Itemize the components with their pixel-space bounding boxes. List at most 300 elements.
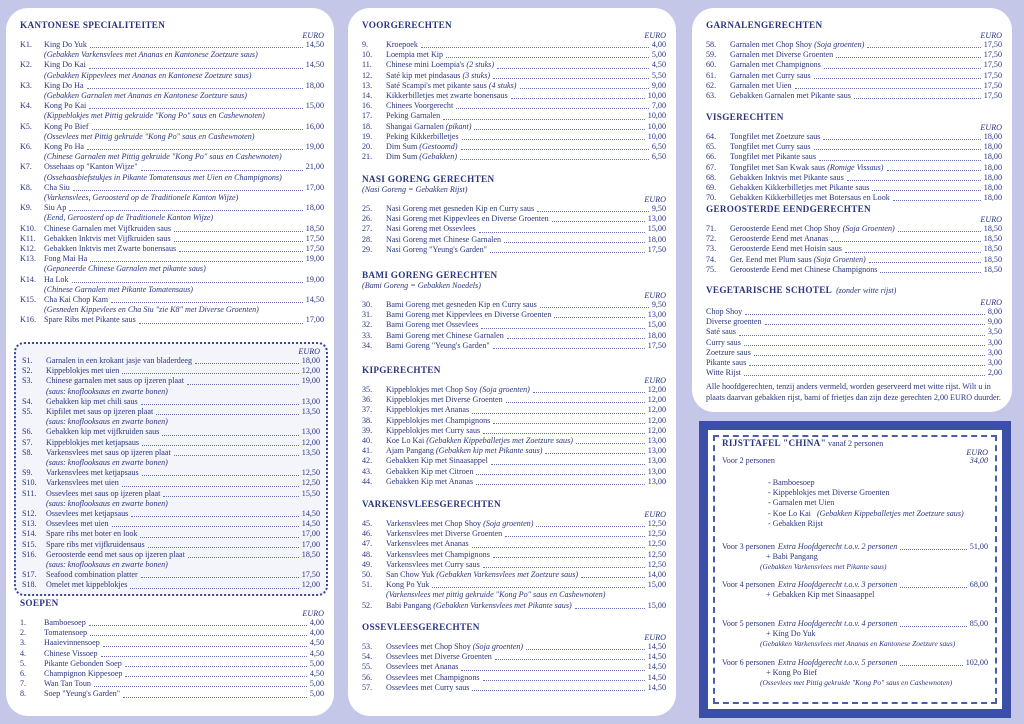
- item-name-text: Gebakken Kip met Sinaasappel: [386, 456, 488, 466]
- item-name-text: Kong Po Ha: [44, 142, 85, 152]
- item-name: [44, 275, 69, 285]
- soepen-list: [20, 618, 324, 700]
- item-number: 51.: [362, 580, 373, 590]
- menu-item-row: [22, 529, 320, 539]
- item-name: [386, 132, 459, 142]
- item-name: [386, 652, 492, 662]
- dot-leader: [141, 170, 303, 171]
- dot-leader: [823, 139, 980, 140]
- item-number: 74.: [706, 254, 717, 264]
- item-name-text: Ossevlees met saus op ijzeren plaat: [46, 488, 161, 498]
- item-number: 75.: [706, 264, 717, 274]
- item-name-text: Gebakken Kip met Citroen: [386, 466, 474, 476]
- rijsttafel-base-item: (Gebakken Kippeballetjes met Zoetzure saus): [816, 508, 964, 518]
- rijsttafel-option: [722, 580, 988, 600]
- item-name-text: Wan Tan Toun: [44, 679, 91, 689]
- item-price: 13,00: [647, 466, 666, 476]
- item-number: S11.: [22, 488, 37, 498]
- item-name-text: Saté Scampi's met pikante saus: [386, 80, 487, 90]
- dot-leader: [900, 549, 967, 550]
- menu-item-row: [362, 426, 666, 436]
- section-nasi: [362, 174, 666, 255]
- dot-leader: [92, 129, 303, 130]
- dot-leader: [526, 649, 645, 650]
- item-number: 36.: [362, 395, 373, 405]
- menu-item-row: [20, 628, 324, 638]
- menu-item-row: [362, 132, 666, 142]
- item-number: 48.: [362, 549, 373, 559]
- specials-box: [14, 342, 328, 596]
- euro-label: EURO: [980, 31, 1002, 40]
- item-number: 61.: [706, 70, 717, 80]
- item-price: 10,00: [647, 91, 666, 101]
- menu-panel-left: [6, 8, 334, 716]
- menu-item-row: [706, 348, 1002, 358]
- item-name: [386, 71, 490, 81]
- rijsttafel-base: Voor 2 personen 34,00: [722, 456, 988, 465]
- item-name-text: Ossevlees met Curry saus: [386, 682, 470, 692]
- item-name-text: Ossehaas op "Kanton Wijze": [44, 162, 138, 172]
- item-name-text: Nasi Goreng met Ossevlees: [386, 224, 476, 234]
- item-name: [386, 436, 573, 446]
- dot-leader: [893, 200, 981, 201]
- item-extra: (Gebakken Varkensvlees met Zoetzure saus): [436, 570, 579, 580]
- item-number: S9.: [22, 468, 33, 478]
- item-number: S6.: [22, 427, 33, 437]
- item-name: [386, 601, 572, 611]
- menu-item-row: [22, 580, 320, 590]
- menu-item-row: [362, 467, 666, 477]
- item-name-text: Varkensvlees met Ananas: [386, 539, 469, 549]
- menu-item-row: [706, 368, 1002, 378]
- section-osse: [362, 622, 666, 693]
- item-name-text: Geroosterde Eend met Ananas: [730, 234, 829, 244]
- option-add: + Babi Pangang: [766, 552, 818, 562]
- rijsttafel-title: RIJSTTAFEL "CHINA": [722, 438, 827, 448]
- item-name: [386, 446, 542, 456]
- menu-item-row: [706, 307, 1002, 317]
- item-name: [44, 122, 89, 132]
- item-price: 12,50: [647, 539, 666, 549]
- menu-item-row: [362, 152, 666, 162]
- item-number: K5.: [20, 121, 32, 131]
- section-title: KIPGERECHTEN: [362, 365, 441, 375]
- item-number: 67.: [706, 162, 717, 172]
- item-price: 13,50: [301, 407, 320, 417]
- euro-label: EURO: [980, 123, 1002, 132]
- euro-label: EURO: [644, 510, 666, 519]
- item-price: 14,50: [647, 682, 666, 692]
- osse-list: [362, 642, 666, 693]
- item-name-text: Ossevlees met Diverse Groenten: [386, 652, 492, 662]
- section-title: VISGERECHTEN: [706, 112, 784, 122]
- dot-leader: [900, 626, 967, 627]
- item-name: [44, 183, 70, 193]
- item-price: 3,00: [987, 358, 1002, 368]
- item-name-text: Tomatensoep: [44, 628, 88, 638]
- item-extra: (Soja groenten): [479, 385, 530, 394]
- item-price: 18,50: [983, 234, 1002, 244]
- menu-item-row: [362, 395, 666, 405]
- item-name: [46, 376, 184, 386]
- menu-item-row: [362, 81, 666, 91]
- item-name: [44, 689, 120, 699]
- menu-item-row: [20, 638, 324, 648]
- menu-item-row: [362, 642, 666, 652]
- euro-label: EURO: [644, 195, 666, 204]
- item-name-text: Koe Lo Kai: [386, 436, 425, 446]
- item-price: 14,00: [647, 570, 666, 580]
- item-price: 7,00: [651, 101, 666, 111]
- menu-item-row: [362, 300, 666, 310]
- item-price: 17,50: [647, 340, 666, 350]
- item-extra: (Gebakken): [419, 152, 458, 162]
- menu-item-row: [706, 71, 1002, 81]
- item-number: 39.: [362, 425, 373, 435]
- item-name: [386, 122, 471, 132]
- dot-leader: [845, 252, 981, 253]
- item-price: 14,50: [305, 40, 324, 49]
- item-name: [730, 183, 869, 193]
- item-name: [46, 356, 192, 366]
- dot-leader: [476, 484, 645, 485]
- item-number: 1.: [20, 618, 27, 627]
- menu-panel-middle: [348, 8, 676, 716]
- item-name-text: Varkensvlees met saus op ijzeren plaat: [46, 447, 171, 457]
- item-name: [44, 224, 171, 234]
- menu-item-row: [706, 244, 1002, 254]
- item-price: 12,00: [301, 366, 320, 376]
- dot-leader: [461, 670, 644, 671]
- item-name: [46, 438, 139, 448]
- dot-leader: [511, 98, 645, 99]
- option-label: Voor 3 personen: [722, 542, 775, 551]
- item-name-text: Cha Kai Chop Kam: [44, 295, 109, 305]
- item-number: S8.: [22, 447, 33, 457]
- dot-leader: [490, 252, 645, 253]
- menu-item-row: [362, 214, 666, 224]
- item-name-text: Peking Garnalen: [386, 111, 441, 121]
- item-number: 50.: [362, 570, 373, 580]
- option-add: + King Do Yuk: [766, 629, 816, 639]
- item-price: 5,50: [651, 70, 666, 80]
- item-name-text: Spare ribs met boter en look: [46, 529, 138, 539]
- menu-item-row: [706, 183, 1002, 193]
- voorgerechten-list: [362, 40, 666, 162]
- item-number: 46.: [362, 529, 373, 539]
- item-name: [386, 91, 508, 101]
- menu-item-row: [22, 376, 320, 386]
- item-name: [46, 489, 160, 499]
- item-price: 14,50: [647, 672, 666, 682]
- option-row: [722, 542, 988, 552]
- menu-panel-right: [692, 8, 1012, 412]
- item-price: 14,50: [647, 662, 666, 672]
- item-name-text: Soep "Yeung's Garden": [44, 689, 121, 699]
- option-add: + Kong Po Bief: [766, 668, 818, 678]
- dot-leader: [491, 464, 645, 465]
- item-number: 32.: [362, 320, 373, 330]
- item-name-text: Gebakken Kikkerbilletjes met Botersaus en Look: [730, 193, 890, 203]
- item-price: 18,50: [301, 549, 320, 559]
- item-number: 55.: [362, 662, 373, 672]
- item-name: [730, 91, 851, 101]
- menu-item-row: [22, 356, 320, 366]
- item-name: [386, 111, 440, 121]
- item-name: [46, 540, 145, 550]
- item-name: [44, 679, 91, 689]
- item-name-text: Witte Rijst: [706, 368, 741, 378]
- vis-list: [706, 132, 1002, 203]
- item-name: [730, 244, 842, 254]
- menu-item-row: [362, 560, 666, 570]
- item-name-text: Gebakken Kip met Ananas: [386, 476, 473, 486]
- bami-list: [362, 300, 666, 351]
- menu-item-row: [22, 519, 320, 529]
- item-name-text: Diverse groenten: [706, 317, 762, 327]
- item-number: 25.: [362, 204, 373, 213]
- item-name-text: Gebakken Garnalen met Pikante saus: [730, 91, 851, 101]
- nasi-list: [362, 204, 666, 255]
- item-number: 52.: [362, 600, 373, 610]
- item-price: 15,00: [647, 600, 666, 610]
- item-name-text: Ger. Eend met Plum saus: [730, 254, 812, 264]
- dot-leader: [483, 433, 645, 434]
- menu-item-row: [362, 111, 666, 121]
- dot-leader: [493, 423, 644, 424]
- euro-label: EURO: [644, 633, 666, 642]
- item-number: 72.: [706, 234, 717, 244]
- item-extra: (Gebakken Varkensvlees met Pikante saus): [433, 600, 572, 610]
- item-price: 17,50: [983, 91, 1002, 101]
- item-name: [386, 101, 453, 111]
- item-price: 18,00: [983, 142, 1002, 152]
- item-number: 33.: [362, 330, 373, 340]
- item-name-text: Gebakken Inktvis met Pikante saus: [730, 172, 844, 182]
- dot-leader: [474, 129, 644, 130]
- item-price: 17,00: [301, 539, 320, 549]
- item-price: 18,00: [647, 330, 666, 340]
- item-number: 18.: [362, 121, 373, 131]
- item-number: S10.: [22, 478, 37, 488]
- section-title: GEROOSTERDE EENDGERECHTEN: [706, 204, 871, 214]
- menu-item-row: [362, 142, 666, 152]
- menu-item-row: [706, 234, 1002, 244]
- item-price: 18,50: [983, 264, 1002, 274]
- menu-item-row: [22, 509, 320, 519]
- item-name: [44, 618, 86, 628]
- euro-label: EURO: [644, 31, 666, 40]
- item-name: [386, 320, 478, 330]
- item-number: 68.: [706, 172, 717, 182]
- menu-item-row: [20, 183, 324, 193]
- rijsttafel-base-item: - Gebakken Rijst: [768, 518, 823, 528]
- item-name: [386, 673, 480, 683]
- euro-label: EURO: [302, 609, 324, 618]
- dot-leader: [90, 47, 303, 48]
- menu-item-row: [362, 331, 666, 341]
- menu-item-row: [362, 601, 666, 611]
- item-price: 12,00: [301, 437, 320, 447]
- rijsttafel-base-item: - Kippeblokjes met Diverse Groenten: [768, 488, 890, 498]
- item-number: K6.: [20, 142, 32, 152]
- menu-item-row: [706, 50, 1002, 60]
- option-row: [722, 580, 988, 590]
- section-title: GARNALENGERECHTEN: [706, 20, 823, 30]
- dot-leader: [795, 88, 981, 89]
- item-extra: (Soja groenten): [483, 519, 534, 528]
- item-name: [386, 385, 530, 395]
- item-extra: (4 stuks): [488, 80, 517, 90]
- item-price: 18,00: [305, 80, 324, 90]
- item-name-text: Kippeblokjes met Ananas: [386, 405, 470, 415]
- item-number: 58.: [706, 40, 717, 49]
- rijsttafel-base-item: - Bamboesoep: [768, 478, 815, 487]
- item-price: 12,50: [647, 549, 666, 559]
- item-name-text: Gebakken Kikkerbilletjes met Pikante saus: [730, 183, 870, 193]
- dot-leader: [554, 317, 644, 318]
- dot-leader: [814, 149, 981, 150]
- dot-leader: [483, 567, 645, 568]
- item-number: K2.: [20, 60, 32, 70]
- item-price: 18,50: [983, 254, 1002, 264]
- item-name-text: Curry saus: [706, 337, 741, 347]
- item-price: 13,00: [647, 476, 666, 486]
- item-name-text: Varkensvlees met ketjapsaus: [46, 468, 139, 478]
- item-price: 5,00: [309, 679, 324, 689]
- item-name-text: San Chow Yuk: [386, 570, 435, 580]
- item-name: [386, 405, 469, 415]
- option-add-desc: (Ossevlees met Pittig gekruide "Kong Po" saus en Cashewnoten): [760, 678, 953, 688]
- dot-leader: [141, 577, 299, 578]
- menu-item-row: [22, 489, 320, 499]
- dot-leader: [504, 242, 645, 243]
- item-name-text: Kipfilet met saus op ijzeren plaat: [46, 407, 154, 417]
- item-number: 49.: [362, 559, 373, 569]
- item-name: [46, 448, 171, 458]
- item-name: [386, 81, 517, 91]
- euro-label: EURO: [980, 298, 1002, 307]
- dot-leader: [130, 588, 298, 589]
- item-name: [44, 638, 100, 648]
- dot-leader: [765, 324, 985, 325]
- item-name: [386, 142, 458, 152]
- item-name-text: Loempia met Kip: [386, 50, 444, 60]
- item-price: 4,00: [309, 618, 324, 627]
- item-number: 26.: [362, 214, 373, 224]
- item-price: 18,00: [983, 193, 1002, 203]
- menu-item-row: [362, 320, 666, 330]
- item-price: 13,00: [301, 427, 320, 437]
- item-number: 34.: [362, 340, 373, 350]
- option-price: 51,00: [969, 542, 988, 551]
- item-name: [44, 315, 136, 325]
- item-number: S5.: [22, 407, 33, 417]
- item-number: S4.: [22, 396, 33, 406]
- item-description: (Gebakken Kippevlees met Ananas en Kantonese Zoetzure saus): [44, 70, 252, 80]
- rijsttafel-base-items: [768, 478, 988, 529]
- item-number: 42.: [362, 456, 373, 466]
- item-name: [730, 142, 811, 152]
- item-name-text: Haaievinnensoep: [44, 638, 100, 648]
- item-name-text: Ajam Pangang: [386, 446, 434, 456]
- dot-leader: [880, 272, 980, 273]
- item-name-text: Garnalen met Diverse Groenten: [730, 50, 834, 60]
- item-price: 17,50: [983, 80, 1002, 90]
- dot-leader: [90, 635, 307, 636]
- dot-leader: [174, 455, 299, 456]
- option-label: Voor 6 personen: [722, 658, 775, 667]
- dot-leader: [87, 149, 303, 150]
- item-description: (Gebakken Garnalen met Ananas en Kantonese Zoetzure saus): [44, 91, 247, 101]
- item-number: K16.: [20, 315, 36, 325]
- item-name-text: Babi Pangang: [386, 600, 432, 610]
- item-number: K11.: [20, 233, 36, 243]
- dot-leader: [421, 47, 649, 48]
- item-name: [46, 509, 128, 519]
- item-number: 12.: [362, 70, 373, 80]
- item-name: [730, 224, 895, 234]
- menu-item-row: [22, 427, 320, 437]
- item-number: 30.: [362, 300, 373, 309]
- menu-item-row: [362, 652, 666, 662]
- item-name: [730, 40, 864, 50]
- item-price: 18,00: [983, 152, 1002, 162]
- item-name: [46, 550, 185, 560]
- dot-leader: [576, 443, 645, 444]
- item-name-text: Garnalen met Chop Shoy: [730, 40, 813, 49]
- item-number: 29.: [362, 244, 373, 254]
- item-name: [46, 478, 119, 488]
- item-price: 13,50: [301, 447, 320, 457]
- menu-item-row: [706, 81, 1002, 91]
- item-price: 14,50: [301, 519, 320, 529]
- item-name-text: Kong Po Yuk: [386, 580, 430, 590]
- item-number: S3.: [22, 376, 33, 386]
- section-varkens: [362, 499, 666, 611]
- item-description: (Chinese Garnalen met Pittig gekruide "Kong Po" saus en Cashewnoten): [44, 152, 282, 162]
- item-name: [44, 162, 138, 172]
- item-name-text: Cha Siu: [44, 182, 70, 192]
- item-name-text: Kong Po Bief: [44, 121, 89, 131]
- item-extra: (2 stuks): [466, 60, 495, 70]
- item-name: [706, 327, 736, 337]
- dot-leader: [836, 57, 981, 58]
- item-description: (saus: knoflooksaus en zwarte bonen): [46, 458, 168, 468]
- item-name-text: King Do Yuk: [44, 40, 87, 49]
- dot-leader: [545, 453, 644, 454]
- item-name-text: Shangai Garnalen: [386, 121, 444, 131]
- dot-leader: [125, 666, 307, 667]
- item-price: 13,00: [647, 436, 666, 446]
- menu-item-row: [362, 40, 666, 50]
- dot-leader: [156, 414, 299, 415]
- item-price: 17,50: [983, 60, 1002, 70]
- item-number: K3.: [20, 80, 32, 90]
- section-voorgerechten: [362, 20, 666, 162]
- item-price: 18,00: [647, 234, 666, 244]
- item-name: [44, 628, 87, 638]
- dot-leader: [540, 307, 649, 308]
- menu-item-row: [706, 255, 1002, 265]
- item-price: 9,00: [651, 80, 666, 90]
- item-price: 17,50: [301, 570, 320, 580]
- item-price: 18,00: [305, 203, 324, 213]
- item-price: 19,00: [301, 376, 320, 386]
- item-name: [386, 310, 551, 320]
- item-name-text: Spare Ribs met Pikante saus: [44, 315, 136, 325]
- dot-leader: [493, 78, 649, 79]
